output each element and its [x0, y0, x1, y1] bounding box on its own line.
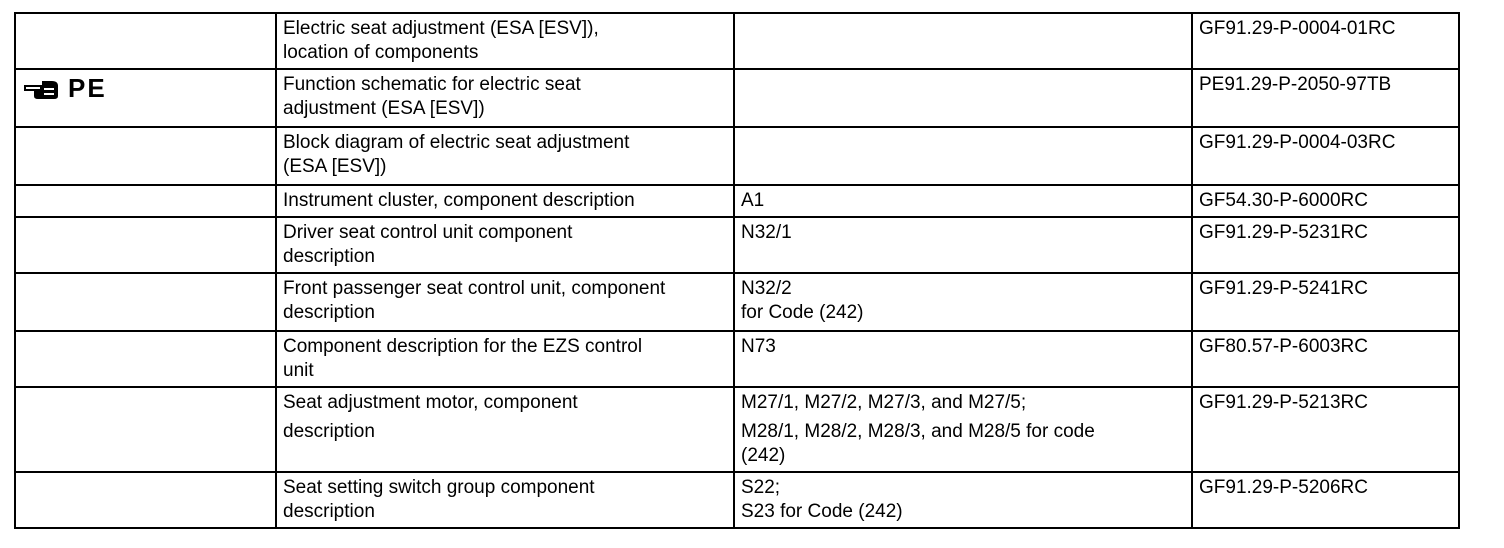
marker-cell	[15, 472, 276, 528]
description-line: Block diagram of electric seat adjustment	[283, 132, 630, 153]
description-line: Instrument cluster, component description	[283, 190, 635, 211]
description-cell	[276, 69, 734, 127]
component-cell	[734, 127, 1192, 185]
document-cell	[1192, 185, 1459, 217]
description-cell	[276, 217, 734, 273]
table-row	[15, 69, 1459, 127]
description-line: unit	[283, 360, 314, 381]
description-line: Front passenger seat control unit, component	[283, 278, 666, 299]
description-line: Function schematic for electric seat	[283, 74, 581, 95]
document-cell	[1192, 13, 1459, 69]
marker-cell	[15, 69, 276, 127]
description-cell	[276, 127, 734, 185]
component-cell	[734, 217, 1192, 273]
marker-label: PE	[68, 73, 107, 103]
description-line: description	[283, 302, 375, 323]
component-cell	[734, 13, 1192, 69]
document-link[interactable]: PE91.29-P-2050-97TB	[1199, 74, 1392, 95]
table-row	[15, 273, 1459, 331]
description-line: description	[283, 246, 375, 267]
component-cell	[734, 69, 1192, 127]
description-line: location of components	[283, 42, 479, 63]
document-link[interactable]: GF91.29-P-0004-01RC	[1199, 18, 1396, 39]
description-cell	[276, 13, 734, 69]
description-line: Electric seat adjustment (ESA [ESV]),	[283, 18, 599, 39]
table-row	[15, 217, 1459, 273]
component-cell	[734, 387, 1192, 472]
table-row	[15, 185, 1459, 217]
component-line: (242)	[741, 445, 786, 466]
marker-cell	[15, 13, 276, 69]
description-line: Component description for the EZS control	[283, 336, 643, 357]
component-cell	[734, 472, 1192, 528]
table-row	[15, 472, 1459, 528]
document-link[interactable]: GF91.29-P-5231RC	[1199, 222, 1368, 243]
component-cell	[734, 185, 1192, 217]
description-line: description	[283, 421, 375, 442]
marker-cell	[15, 185, 276, 217]
table-row	[15, 387, 1459, 472]
component-line: N32/2	[741, 278, 792, 299]
document-cell	[1192, 69, 1459, 127]
component-cell	[734, 273, 1192, 331]
marker-cell	[15, 273, 276, 331]
pointing-hand-icon	[22, 76, 62, 100]
reference-table	[14, 12, 1460, 529]
description-line: Seat adjustment motor, component	[283, 392, 578, 413]
description-line: adjustment (ESA [ESV])	[283, 98, 485, 119]
description-cell	[276, 185, 734, 217]
description-cell	[276, 273, 734, 331]
component-line: for Code (242)	[741, 302, 864, 323]
document-cell	[1192, 127, 1459, 185]
table-row	[15, 331, 1459, 387]
table-row	[15, 13, 1459, 69]
marker-cell	[15, 387, 276, 472]
description-cell	[276, 387, 734, 472]
component-line: M27/1, M27/2, M27/3, and M27/5;	[741, 392, 1027, 413]
document-cell	[1192, 331, 1459, 387]
document-link[interactable]: GF54.30-P-6000RC	[1199, 190, 1368, 211]
table-row	[15, 127, 1459, 185]
document-cell	[1192, 472, 1459, 528]
description-line: description	[283, 501, 375, 522]
component-line: M28/1, M28/2, M28/3, and M28/5 for code	[741, 421, 1095, 442]
marker-cell	[15, 127, 276, 185]
component-line: S23 for Code (242)	[741, 501, 903, 522]
document-link[interactable]: GF91.29-P-5206RC	[1199, 477, 1368, 498]
description-cell	[276, 472, 734, 528]
component-line: N32/1	[741, 222, 792, 243]
marker-cell	[15, 331, 276, 387]
description-cell	[276, 331, 734, 387]
component-line: S22;	[741, 477, 781, 498]
pe-marker	[22, 73, 269, 103]
marker-cell	[15, 217, 276, 273]
component-line: A1	[741, 190, 765, 211]
document-cell	[1192, 387, 1459, 472]
component-line: N73	[741, 336, 776, 357]
document-link[interactable]: GF91.29-P-5241RC	[1199, 278, 1368, 299]
description-line: (ESA [ESV])	[283, 156, 387, 177]
document-link[interactable]: GF91.29-P-0004-03RC	[1199, 132, 1396, 153]
component-cell	[734, 331, 1192, 387]
document-cell	[1192, 217, 1459, 273]
description-line: Seat setting switch group component	[283, 477, 595, 498]
document-cell	[1192, 273, 1459, 331]
document-link[interactable]: GF91.29-P-5213RC	[1199, 392, 1368, 413]
document-link[interactable]: GF80.57-P-6003RC	[1199, 336, 1368, 357]
description-line: Driver seat control unit component	[283, 222, 573, 243]
